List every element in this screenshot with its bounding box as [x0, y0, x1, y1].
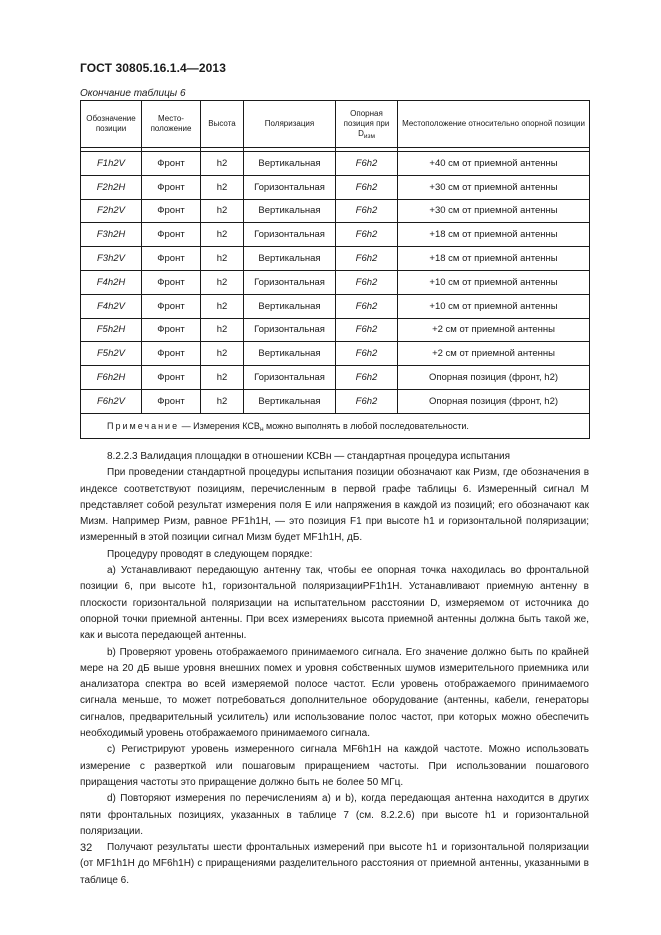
- cell-reference: F6h2: [336, 199, 398, 223]
- table-note: Примечание — Измерения $КСВ_н$ можно выполнять в любой последовательности.: [81, 413, 590, 438]
- cell-location: Фронт: [142, 318, 201, 342]
- cell-height: h2: [201, 175, 244, 199]
- table-header-row: [81, 101, 590, 148]
- cell-relative-location: +10 см от приемной антенны: [398, 270, 590, 294]
- section-heading: 8.2.2.3 Валидация площадки в отношении КСВн — стандартная процедура испытания: [107, 451, 511, 462]
- cell-designation: F5h2H: [81, 318, 142, 342]
- cell-designation: F5h2V: [81, 342, 142, 366]
- cell-height: h2: [201, 294, 244, 318]
- cell-reference: F6h2: [336, 152, 398, 176]
- table-row: [81, 247, 590, 271]
- table-row: [81, 223, 590, 247]
- table-row: [81, 152, 590, 176]
- cell-relative-location: +18 см от приемной антенны: [398, 247, 590, 271]
- cell-reference: F6h2: [336, 389, 398, 413]
- page-number: 32: [80, 842, 93, 854]
- cell-polarization: Вертикальная: [244, 342, 336, 366]
- cell-location: Фронт: [142, 270, 201, 294]
- cell-reference: F6h2: [336, 342, 398, 366]
- table-row: [81, 270, 590, 294]
- cell-location: Фронт: [142, 152, 201, 176]
- cell-polarization: Горизонтальная: [244, 223, 336, 247]
- cell-polarization: Вертикальная: [244, 389, 336, 413]
- cell-reference: F6h2: [336, 366, 398, 390]
- cell-designation: F2h2V: [81, 199, 142, 223]
- cell-location: Фронт: [142, 199, 201, 223]
- cell-relative-location: +30 см от приемной антенны: [398, 199, 590, 223]
- positions-table: [80, 100, 590, 439]
- table-row: [81, 318, 590, 342]
- cell-polarization: Вертикальная: [244, 294, 336, 318]
- cell-polarization: Горизонтальная: [244, 318, 336, 342]
- paragraph-d: d) Повторяют измерения по перечислениям a) и b), когда передающая антенна находится в других пяти фронтальных позициях, указанных в таблице 7 (см. 8.2.2.6) при высоте h1 и горизонтальной поляризации.: [80, 793, 589, 837]
- cell-designation: F3h2H: [81, 223, 142, 247]
- table-row: [81, 366, 590, 390]
- table-row: [81, 389, 590, 413]
- cell-reference: F6h2: [336, 270, 398, 294]
- col-header-relative-location: Местоположение относительно опорной позиции: [398, 101, 590, 148]
- table-caption: Окончание таблицы 6: [80, 88, 186, 99]
- cell-reference: F6h2: [336, 223, 398, 247]
- cell-polarization: Вертикальная: [244, 247, 336, 271]
- col-header-height: Высота: [201, 101, 244, 148]
- cell-location: Фронт: [142, 247, 201, 271]
- table-row: [81, 342, 590, 366]
- cell-relative-location: +18 см от приемной антенны: [398, 223, 590, 247]
- cell-height: h2: [201, 223, 244, 247]
- paragraph-b: b) Проверяют уровень отображаемого принимаемого сигнала. Его значение должно быть по крайней мере на 20 дБ выше уровня внешних помех и уровня собственных шумов измерительного приемника или анализатора спектра во всей измеряемой полосе частот. Если уровень отображаемого принимаемого сигнала меньше, то может потребоваться дополнительное оборудование (антенны, кабели, генераторы сигналов, предварительный усилитель) или использование полос частот, при которых можно обеспечить необходимый уровень отображаемого принимаемого сигнала.: [80, 646, 589, 740]
- cell-location: Фронт: [142, 294, 201, 318]
- cell-reference: F6h2: [336, 294, 398, 318]
- table-row: [81, 199, 590, 223]
- cell-height: h2: [201, 199, 244, 223]
- col-header-reference-position: Опорная позиция при $D_{изм}$: [336, 101, 398, 148]
- cell-designation: F6h2V: [81, 389, 142, 413]
- table-note-row: [81, 413, 590, 438]
- cell-polarization: Горизонтальная: [244, 270, 336, 294]
- cell-height: h2: [201, 318, 244, 342]
- cell-reference: F6h2: [336, 318, 398, 342]
- document-header: ГОСТ 30805.16.1.4—2013: [80, 61, 226, 75]
- cell-designation: F3h2V: [81, 247, 142, 271]
- cell-location: Фронт: [142, 175, 201, 199]
- col-header-location: Место-положение: [142, 101, 201, 148]
- cell-location: Фронт: [142, 342, 201, 366]
- paragraph-2: Процедуру проводят в следующем порядке:: [107, 548, 313, 560]
- cell-height: h2: [201, 389, 244, 413]
- cell-designation: F4h2H: [81, 270, 142, 294]
- cell-relative-location: Опорная позиция (фронт, h2): [398, 366, 590, 390]
- cell-height: h2: [201, 152, 244, 176]
- cell-location: Фронт: [142, 389, 201, 413]
- cell-designation: F6h2H: [81, 366, 142, 390]
- cell-relative-location: +2 см от приемной антенны: [398, 342, 590, 366]
- cell-designation: F2h2H: [81, 175, 142, 199]
- paragraph-3: Получают результаты шести фронтальных измерений при высоте h1 и горизонтальной поляризации (от MF1h1H до MF6h1H) с приращениями разделительного расстояния от приемной антенны, указанными в таблице 6.: [80, 842, 589, 886]
- cell-polarization: Вертикальная: [244, 199, 336, 223]
- paragraph-1: При проведении стандартной процедуры испытания позиции обозначают как Pизм, где обозначения в индексе соответствуют позициям, перечисленным в первой графе таблицы 6. Измеренный сигнал M представляет собой результат измерения поля E или напряжения в каждой из позиций; его обозначают как Mизм. Например Pизм, равное PF1h1H, — это позиция F1 при высоте h1 и горизонтальной поляризации; измеренный в этой позиции сигнал Mизм будет MF1h1H, дБ.: [80, 467, 589, 544]
- table-row: [81, 175, 590, 199]
- table-row: [81, 294, 590, 318]
- cell-relative-location: +10 см от приемной антенны: [398, 294, 590, 318]
- cell-relative-location: +40 см от приемной антенны: [398, 152, 590, 176]
- cell-reference: F6h2: [336, 175, 398, 199]
- cell-relative-location: Опорная позиция (фронт, h2): [398, 389, 590, 413]
- body-text: [80, 449, 589, 889]
- cell-polarization: Горизонтальная: [244, 175, 336, 199]
- cell-relative-location: +2 см от приемной антенны: [398, 318, 590, 342]
- cell-reference: F6h2: [336, 247, 398, 271]
- paragraph-c: c) Регистрируют уровень измеренного сигнала MF6h1H на каждой частоте. Можно использовать измерение с разверткой или пошаговым приращением частоты. При использовании пошагового приращения частоты это приращение должно быть не более 50 МГц.: [80, 744, 589, 788]
- cell-polarization: Вертикальная: [244, 152, 336, 176]
- paragraph-a: a) Устанавливают передающую антенну так, чтобы ее опорная точка находилась во фронтальной позиции 6, при высоте h1, горизонтальной поляризацииPF1h1H. Устанавливают приемную антенну в плоскости горизонтальной поляризации на испытательном расстоянии D, измеряемом от источника до опорной точки приемной антенны. При всех измерениях высота приемной антенны должна быть такой же, как и высота передающей антенны.: [80, 565, 589, 642]
- cell-height: h2: [201, 342, 244, 366]
- cell-location: Фронт: [142, 366, 201, 390]
- cell-designation: F4h2V: [81, 294, 142, 318]
- cell-height: h2: [201, 366, 244, 390]
- cell-height: h2: [201, 247, 244, 271]
- cell-designation: F1h2V: [81, 152, 142, 176]
- col-header-designation: Обозначение позиции: [81, 101, 142, 148]
- cell-location: Фронт: [142, 223, 201, 247]
- cell-height: h2: [201, 270, 244, 294]
- col-header-polarization: Поляризация: [244, 101, 336, 148]
- cell-relative-location: +30 см от приемной антенны: [398, 175, 590, 199]
- cell-polarization: Горизонтальная: [244, 366, 336, 390]
